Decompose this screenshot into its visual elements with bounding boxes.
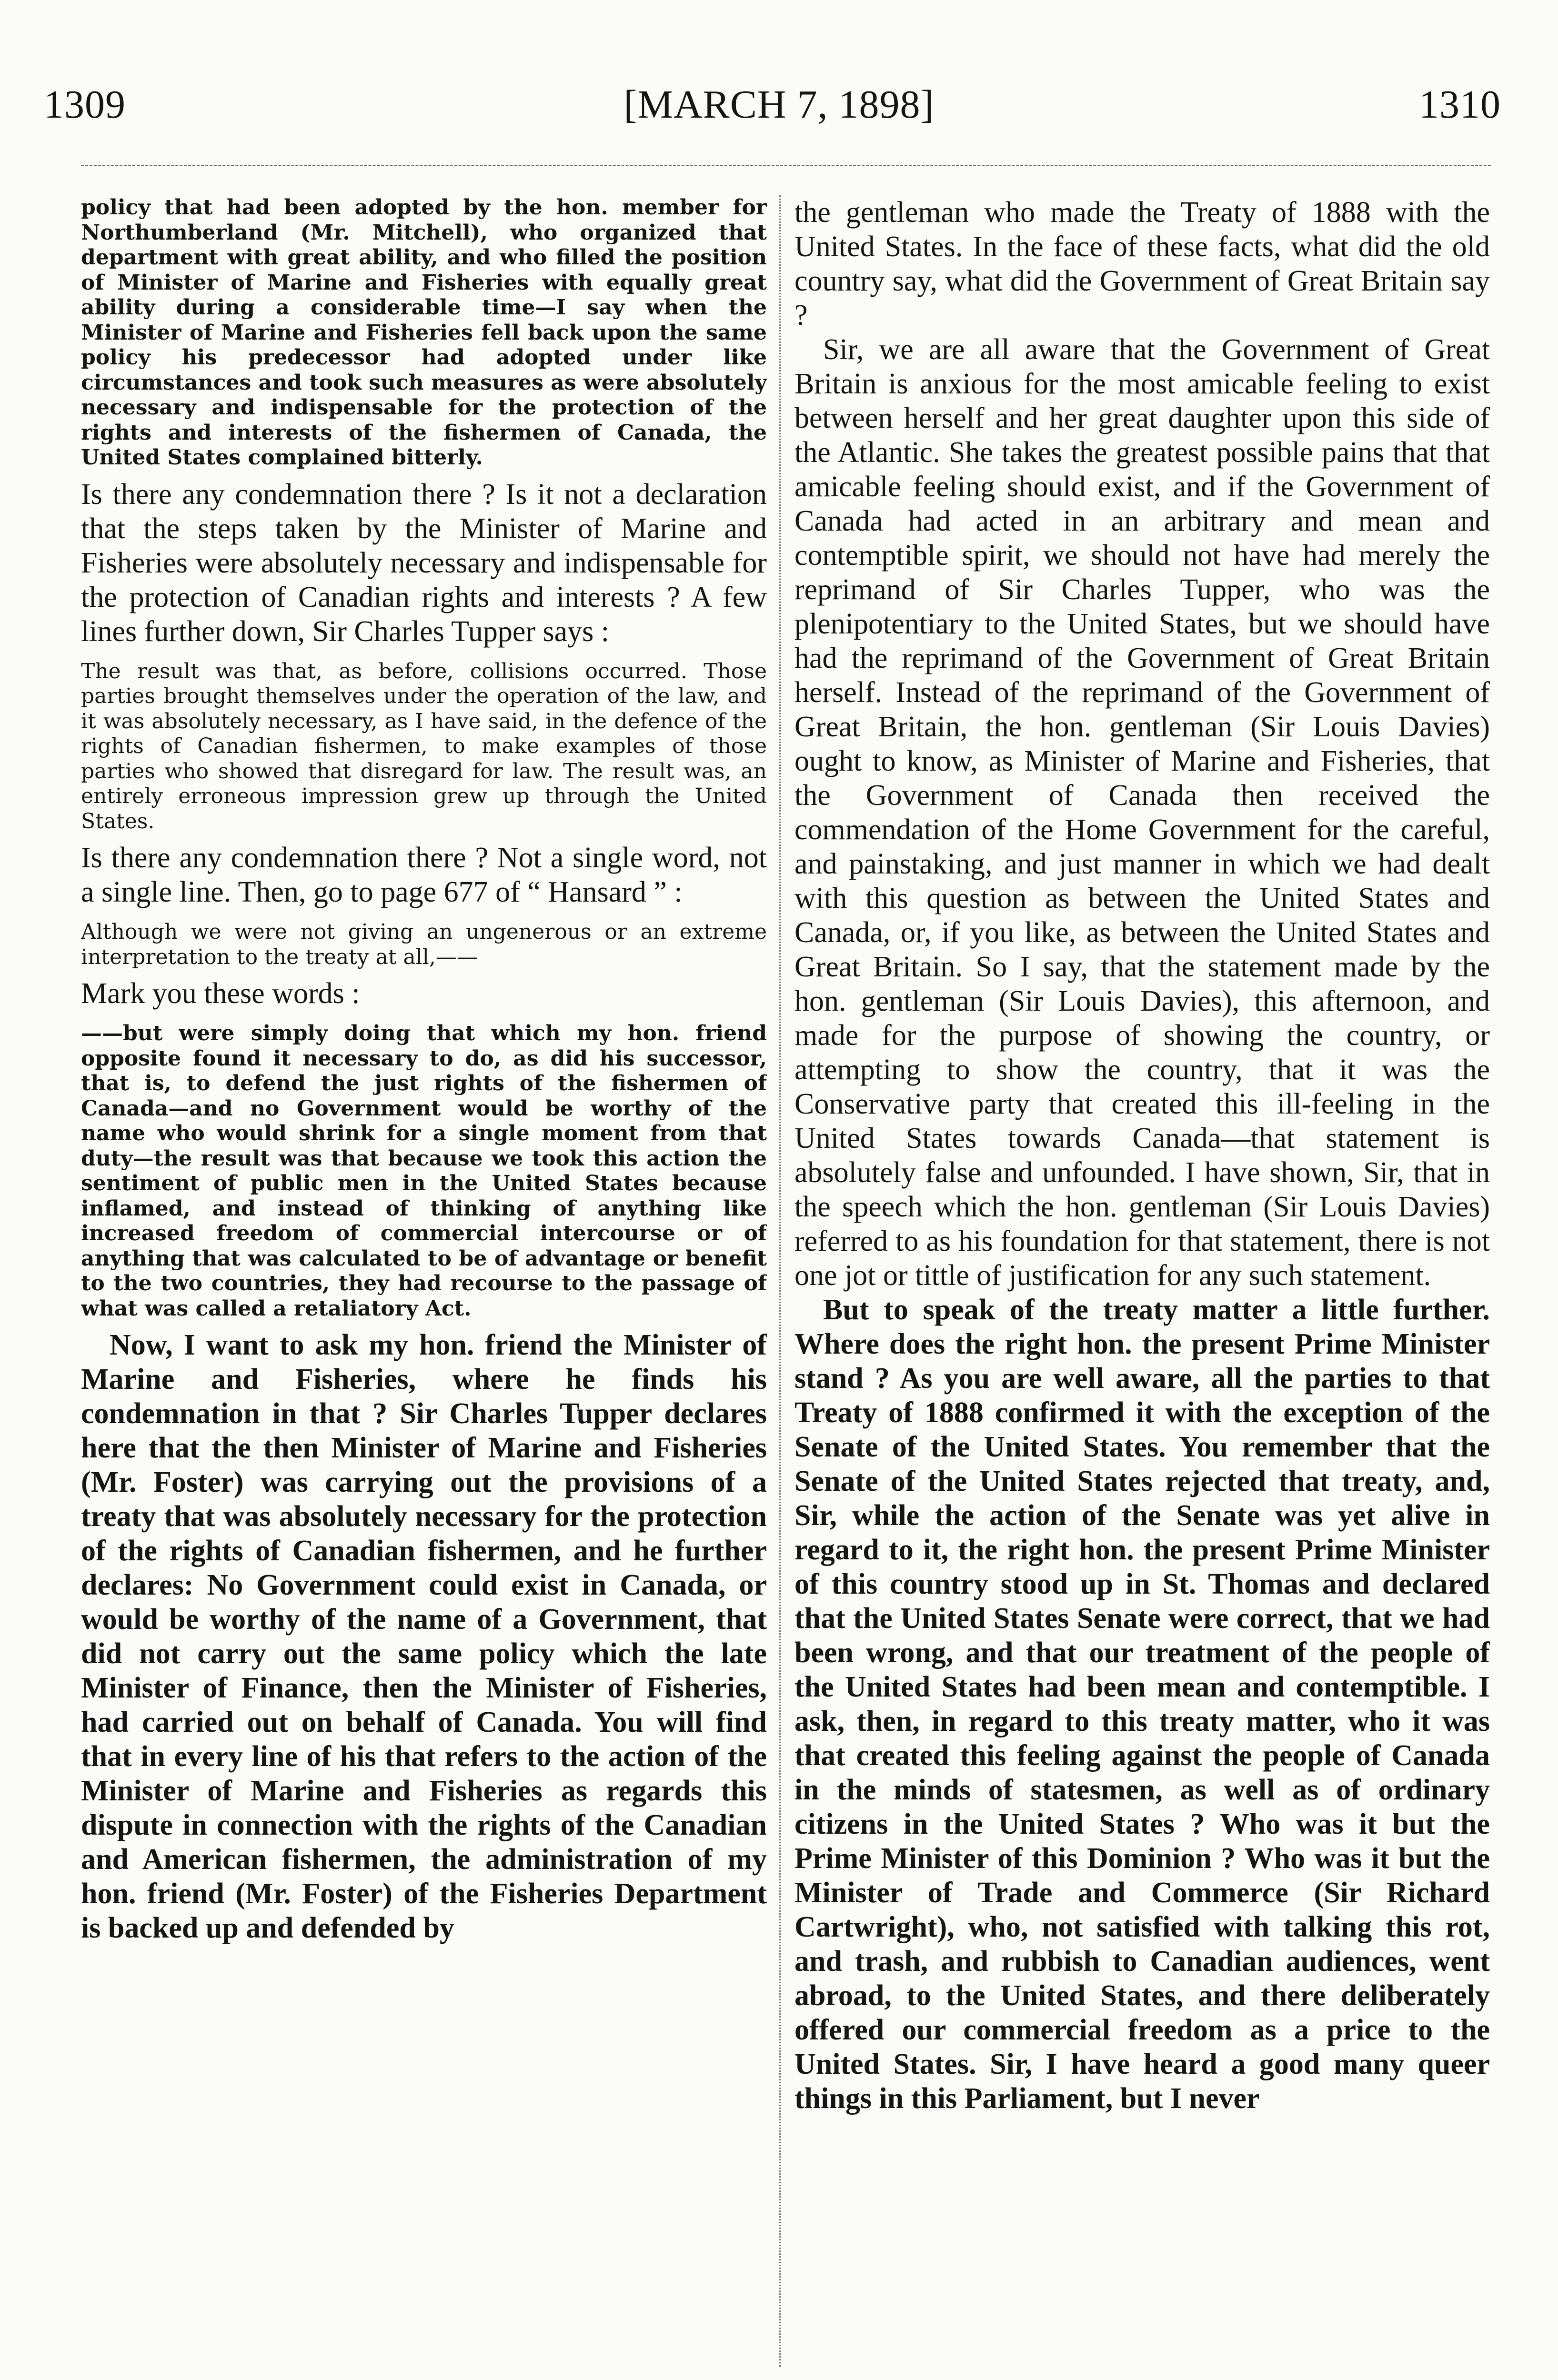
header-rule [81,165,1491,166]
right-column [794,195,1490,2367]
right-page-number: 1310 [1419,82,1501,127]
left-column [81,195,767,2367]
paragraph: Sir, we are all aware that the Government of Great Britain is anxious for the most amicable feeling to exist between herself and her great daughter upon this side of the Atlantic. She takes the greatest possible pains that that amicable feeling should exist, and if the Government of Canada had acted in an arbitrary and mean and contemptible spirit, we should not have had merely the reprimand of Sir Charles Tupper, who was the plenipotentiary to the United States, but we should have had the reprimand of the Government of Great Britain herself. Instead of the reprimand of the Government of Great Britain, the hon. gentleman (Sir Louis Davies) ought to know, as Minister of Marine and Fisheries, that the Government of Canada then received the commendation of the Home Government for the careful, and painstaking, and just manner in which we had dealt with this question as between the United States and Canada, or, if you like, as between the United States and Great Britain. So I say, that the statement made by the hon. gentleman (Sir Louis Davies), this afternoon, and made for the purpose of showing the country, or attempting to show the country, that it was the Conservative party that created this ill-feeling in the United States towards Canada—that statement is absolutely false and unfounded. I have shown, Sir, that in the speech which the hon. gentleman (Sir Louis Davies) referred to as his foundation for that statement, there is not one jot or tittle of justification for any such statement. [794,333,1490,1292]
paragraph: Now, I want to ask my hon. friend the Minister of Marine and Fisheries, where he finds his condemnation in that ? Sir Charles Tupper declares here that the then Minister of Marine and Fisheries (Mr. Foster) was carrying out the provisions of a treaty that was absolutely necessary for the protection of the rights of Canadian fishermen, and he further declares: No Government could exist in Canada, or would be worthy of the name of a Government, that did not carry out the same policy which the late Minister of Finance, then the Minister of Fisheries, had carried out on behalf of Canada. You will find that in every line of his that refers to the action of the Minister of Marine and Fisheries as regards this dispute in connection with the rights of the Canadian and American fishermen, the administration of my hon. friend (Mr. Foster) of the Fisheries Department is backed up and defended by [81,1329,767,1944]
paragraph-continued: the gentleman who made the Treaty of 1888 with the United States. In the face of these facts, what did the old country say, what did the Government of Great Britain say ? [794,196,1490,331]
page-header [0,0,1558,143]
paragraph: Is there any condemnation there ? Is it not a declaration that the steps taken by the Minister of Marine and Fisheries were absolutely necessary and indispensable for the protection of Canadian rights and interests ? A few lines further down, Sir Charles Tupper says : [81,478,767,648]
column-divider [779,195,781,2367]
paragraph: But to speak of the treaty matter a little further. Where does the right hon. the present Prime Minister stand ? As you are well aware, all the parties to that Treaty of 1888 confirmed it with the exception of the Senate of the United States. You remember that the Senate of the United States rejected that treaty, and, Sir, while the action of the Senate was yet alive in regard to it, the right hon. the present Prime Minister of this country stood up in St. Thomas and declared that the United States Senate were correct, that we had been wrong, and that our treatment of the people of the United States had been mean and contemptible. I ask, then, in regard to this treaty matter, who it was that created this feeling against the people of Canada in the minds of statesmen, as well as of ordinary citizens in the United States ? Who was it but the Prime Minister of this Dominion ? Who was it but the Minister of Trade and Commerce (Sir Richard Cartwright), who, not satisfied with talking this rot, and trash, and rubbish to Canadian audiences, went abroad, to the United States, and there deliberately offered our commercial freedom as a price to the United States. Sir, I have heard a good many queer things in this Parliament, but I never [794,1294,1490,2115]
block-quote: Although we were not giving an ungenerous or an extreme interpretation to the treaty at all,—— [81,920,767,969]
paragraph: Mark you these words : [81,977,360,1010]
paragraph-continued: policy that had been adopted by the hon. member for Northumberland (Mr. Mitchell), who organized that department with great ability, and who filled the position of Minister of Marine and Fisheries with equally great ability during a considerable time—I say when the Minister of Marine and Fisheries fell back upon the same policy his predecessor had adopted under like circumstances and took such measures as were absolutely necessary and indispensable for the protection of the rights and interests of the fishermen of Canada, the United States complained bitterly. [81,195,767,470]
date-heading: [MARCH 7, 1898] [623,82,935,127]
block-quote: ——but were simply doing that which my hon. friend opposite found it necessary to do, as did his successor, that is, to defend the just rights of the fishermen of Canada—and no Government would be worthy of the name who would shrink for a single moment from that duty—the result was that because we took this action the sentiment of public men in the United States because inflamed, and instead of thinking of anything like increased freedom of commercial intercourse or of anything that was calculated to be of advantage or benefit to the two countries, they had recourse to the passage of what was called a retaliatory Act. [81,1021,767,1321]
block-quote: The result was that, as before, collisions occurred. Those parties brought themselves under the operation of the law, and it was absolutely necessary, as I have said, in the defence of the rights of Canadian fishermen, to make examples of those parties who showed that disregard for law. The result was, an entirely erroneous impression grew up through the United States. [81,659,767,834]
left-page-number: 1309 [44,82,126,127]
paragraph: Is there any condemnation there ? Not a single word, not a single line. Then, go to page 677 of “ Hansard ” : [81,842,767,908]
